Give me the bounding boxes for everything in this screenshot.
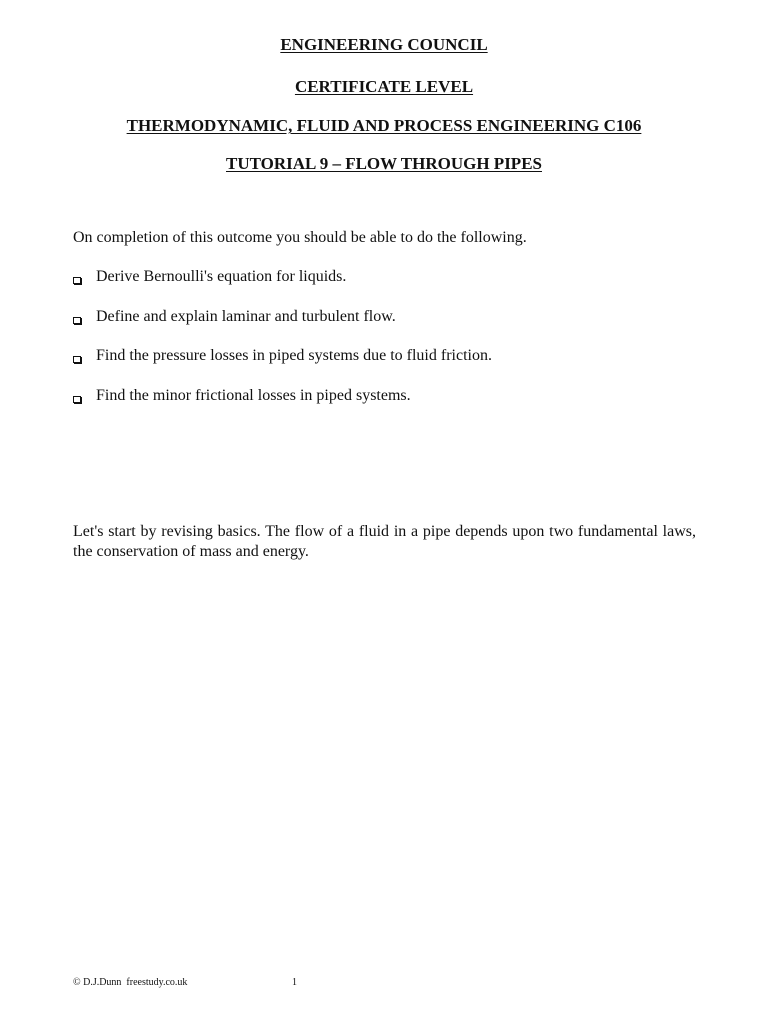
document-heading-level: CERTIFICATE LEVEL (294, 77, 474, 96)
intro-text: On completion of this outcome you should be able to do the following. (73, 229, 527, 246)
body-paragraph: Let's start by revising basics. The flow of a fluid in a pipe depends upon two fundamental laws, the conservation of mass and energy. (73, 523, 696, 560)
document-heading-course: THERMODYNAMIC, FLUID AND PROCESS ENGINEERING C106 (126, 116, 642, 135)
square-bullet-icon (73, 396, 81, 403)
square-bullet-icon (73, 317, 81, 324)
square-bullet-icon (73, 277, 81, 284)
list-item (73, 268, 492, 308)
footer-copyright: © D.J.Dunn freestudy.co.uk (73, 977, 188, 988)
outcome-text: Find the pressure losses in piped systems due to fluid friction. (96, 347, 492, 364)
outcomes-list (73, 268, 492, 426)
list-item (73, 347, 492, 387)
outcome-text: Find the minor frictional losses in piped systems. (96, 386, 411, 404)
list-item (73, 387, 492, 427)
list-item (73, 308, 492, 348)
square-bullet-icon (73, 356, 81, 363)
outcome-text: Define and explain laminar and turbulent flow. (96, 307, 396, 325)
outcome-text: Derive Bernoulli's equation for liquids. (96, 268, 347, 285)
page-number: 1 (292, 977, 297, 988)
document-heading-council: ENGINEERING COUNCIL (280, 35, 488, 54)
document-heading-tutorial: TUTORIAL 9 – FLOW THROUGH PIPES (226, 154, 542, 173)
